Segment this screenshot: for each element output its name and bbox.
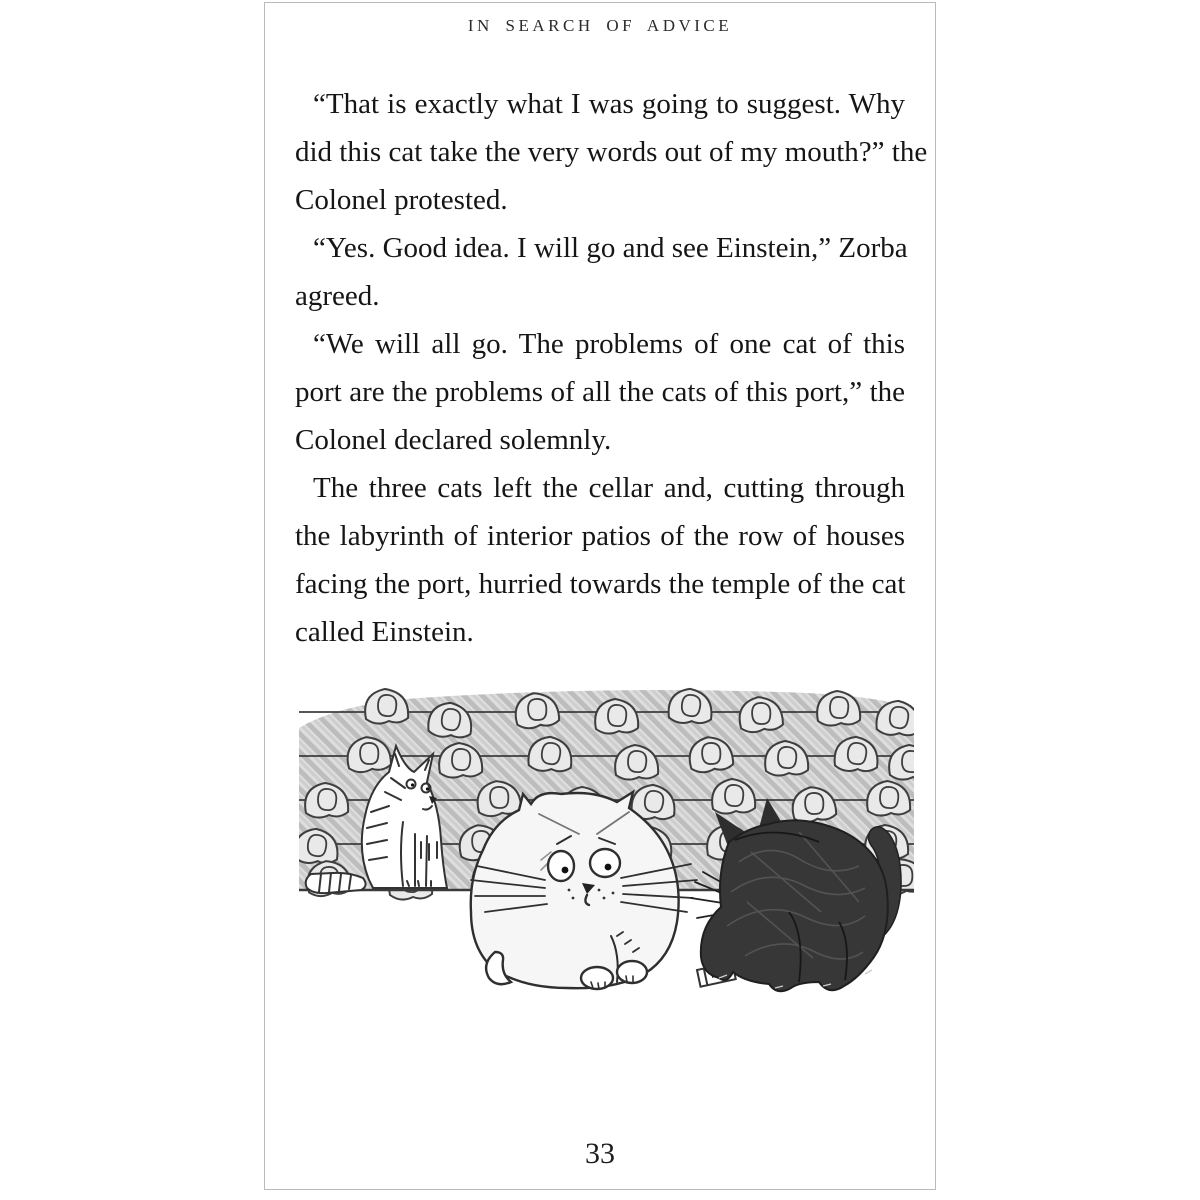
text-line: port are the problems of all the cats of this port,” the: [295, 376, 905, 408]
illustration: [299, 682, 914, 1012]
body-text: [295, 80, 928, 656]
running-header: IN SEARCH OF ADVICE: [467, 16, 733, 35]
text-line: the labyrinth of interior patios of the row of houses: [295, 520, 905, 552]
text-line: facing the port, hurried towards the temple of the cat: [295, 568, 906, 600]
text-line: did this cat take the very words out of my mouth?” the: [295, 136, 928, 168]
text-line: agreed.: [295, 280, 380, 312]
text-line: called Einstein.: [295, 616, 474, 648]
page-number: 33: [585, 1137, 615, 1170]
text-line: “We will all go. The problems of one cat of this: [313, 328, 905, 360]
text-line: Colonel protested.: [295, 184, 508, 216]
text-line: Colonel declared solemnly.: [295, 424, 612, 456]
illustration-wrap: [299, 682, 935, 1017]
book-page: [264, 2, 936, 1190]
text-line: “Yes. Good idea. I will go and see Einstein,” Zorba: [313, 232, 908, 264]
text-line: The three cats left the cellar and, cutting through: [313, 472, 905, 504]
text-line: “That is exactly what I was going to suggest. Why: [313, 88, 905, 120]
